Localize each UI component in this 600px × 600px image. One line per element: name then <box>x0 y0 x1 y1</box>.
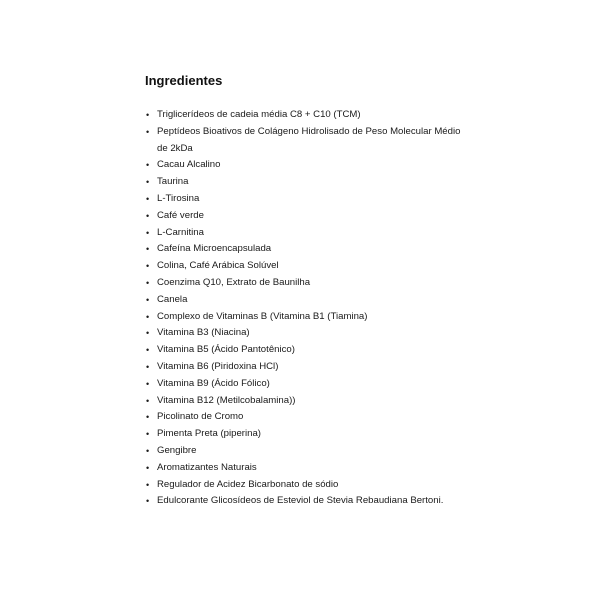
list-item <box>145 460 465 477</box>
list-item <box>145 359 465 376</box>
bullet-icon: • <box>146 378 150 389</box>
bullet-icon: • <box>146 496 150 507</box>
ingredient-text: Triglicerídeos de cadeia média C8 + C10 (TCM) <box>157 109 361 120</box>
bullet-icon: • <box>146 160 150 171</box>
bullet-icon: • <box>146 429 150 440</box>
list-item <box>145 376 465 393</box>
list-item <box>145 493 465 510</box>
bullet-icon: • <box>146 177 150 188</box>
bullet-icon: • <box>146 227 150 238</box>
list-item <box>145 325 465 342</box>
section-heading: Ingredientes <box>145 73 223 88</box>
list-item <box>145 342 465 359</box>
bullet-icon: • <box>146 412 150 423</box>
list-item <box>145 258 465 275</box>
bullet-icon: • <box>146 345 150 356</box>
ingredient-text: L-Carnitina <box>157 226 204 238</box>
ingredient-text: Vitamina B3 (Niacina) <box>157 327 250 339</box>
ingredient-text: Vitamina B12 (Metilcobalamina)) <box>157 394 296 406</box>
ingredients-list <box>145 107 465 510</box>
list-item <box>145 393 465 410</box>
list-item <box>145 292 465 309</box>
bullet-icon: • <box>146 294 150 305</box>
ingredient-text: Gengibre <box>157 444 197 456</box>
ingredient-text: Vitamina B9 (Ácido Fólico) <box>157 377 270 389</box>
ingredient-text: Complexo de Vitaminas B (Vitamina B1 (Tiamina) <box>157 310 368 322</box>
bullet-icon: • <box>146 311 150 322</box>
list-item <box>145 225 465 242</box>
bullet-icon: • <box>146 210 150 221</box>
bullet-icon: • <box>146 445 150 456</box>
bullet-icon: • <box>146 261 150 272</box>
ingredient-text: Coenzima Q10, Extrato de Baunilha <box>157 276 311 288</box>
ingredient-text: Cacau Alcalino <box>157 159 221 171</box>
ingredient-text: Café verde <box>157 209 204 221</box>
ingredient-text: Taurina <box>157 176 189 188</box>
ingredient-text: Vitamina B5 (Ácido Pantotênico) <box>157 344 295 356</box>
ingredient-text: Cafeína Microencapsulada <box>157 243 272 255</box>
bullet-icon: • <box>146 361 150 372</box>
ingredient-text: Peptídeos Bioativos de Colágeno Hidrolisado de Peso Molecular Médio de 2kDa <box>157 125 461 154</box>
ingredient-text: Aromatizantes Naturais <box>157 461 257 473</box>
list-item <box>145 409 465 426</box>
list-item <box>145 241 465 258</box>
list-item <box>145 191 465 208</box>
list-item <box>145 208 465 225</box>
list-item <box>145 426 465 443</box>
bullet-icon: • <box>146 479 150 490</box>
ingredient-text: Picolinato de Cromo <box>157 411 244 423</box>
ingredient-text: Vitamina B6 (Piridoxina HCl) <box>157 360 279 372</box>
list-item <box>145 477 465 494</box>
bullet-icon: • <box>146 395 150 406</box>
ingredients-section <box>145 72 465 510</box>
ingredient-text: Edulcorante Glicosídeos de Esteviol de Stevia Rebaudiana Bertoni. <box>157 495 444 507</box>
list-item <box>145 124 465 158</box>
ingredient-text: L-Tirosina <box>157 192 200 204</box>
list-item <box>145 443 465 460</box>
list-item <box>145 275 465 292</box>
bullet-icon: • <box>146 462 150 473</box>
bullet-icon: • <box>146 244 150 255</box>
list-item <box>145 309 465 326</box>
bullet-icon: • <box>146 110 150 120</box>
list-item <box>145 107 465 124</box>
ingredient-text: Regulador de Acidez Bicarbonato de sódio <box>157 478 339 490</box>
bullet-icon: • <box>146 193 150 204</box>
bullet-icon: • <box>146 126 150 137</box>
ingredient-text: Colina, Café Arábica Solúvel <box>157 260 279 272</box>
ingredient-text: Canela <box>157 293 188 305</box>
list-item <box>145 157 465 174</box>
ingredient-text: Pimenta Preta (piperina) <box>157 428 261 440</box>
bullet-icon: • <box>146 328 150 339</box>
bullet-icon: • <box>146 277 150 288</box>
list-item <box>145 174 465 191</box>
